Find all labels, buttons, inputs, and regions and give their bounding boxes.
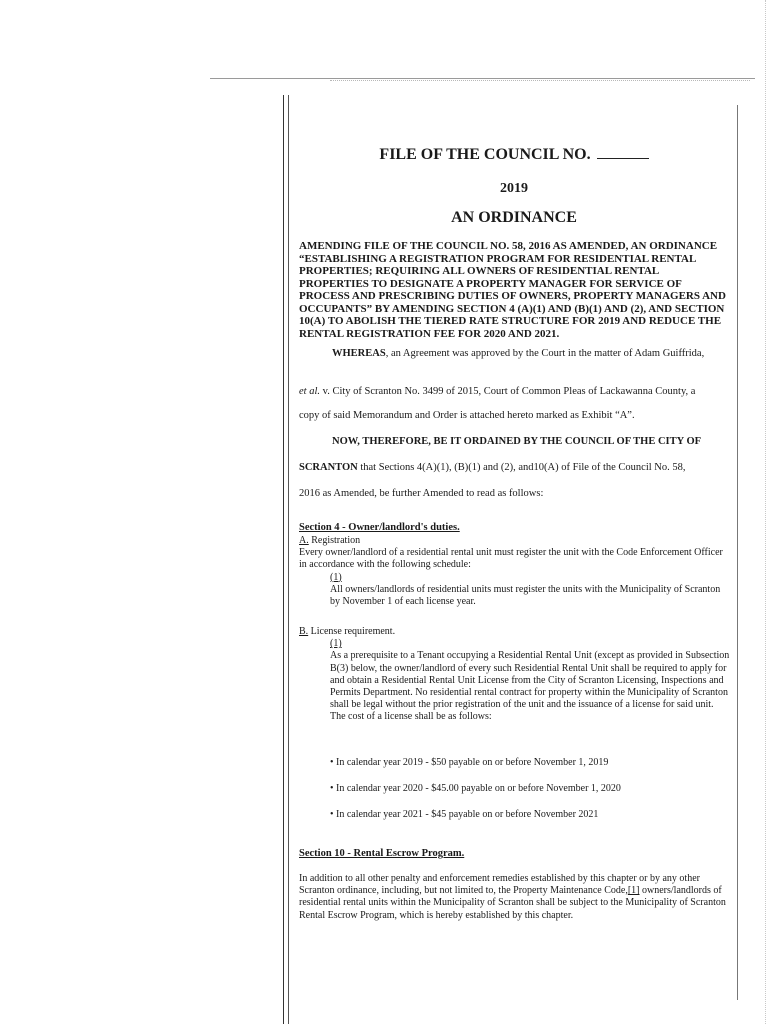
section-4-a <box>299 535 731 608</box>
section-10-body: In addition to all other penalty and enforcement remedies established by this chapter or by any other Scranton ordinance, including, but not limited to, the Property Maintenance Code, <box>299 873 700 897</box>
margin-rule-right <box>737 105 738 1000</box>
a-label: A. <box>299 535 309 546</box>
file-number-blank <box>597 146 649 159</box>
file-title <box>299 146 729 164</box>
ordinance-caption: AMENDING FILE OF THE COUNCIL NO. 58, 2016 AS AMENDED, AN ORDINANCE “ESTABLISHING A REGISTRATION PROGRAM FOR RESIDENTIAL RENTAL PROPERTIES; REQUIRING ALL OWNERS OF RESIDENTIAL RENTAL PROPERTIES TO DESIGNATE A PROPERTY MANAGER FOR SERVICE OF PROCESS AND PRESCRIBING DUTIES OF OWNERS, PROPERTY MANAGERS AND OCCUPANTS” BY AMENDING SECTION 4 (A)(1) AND (B)(1) AND (2), AND SECTION 10(A) TO ABOLISH THE TIERED RATE STRUCTURE FOR 2019 AND REDUCE THE RENTAL REGISTRATION FEE FOR 2020 AND 2021. <box>299 240 726 340</box>
b-title: License requirement. <box>308 626 396 637</box>
fee-2021: • In calendar year 2021 - $45 payable on or before November 2021 <box>330 809 599 820</box>
scranton-bold: SCRANTON <box>299 462 358 473</box>
section-10-heading: Section 10 - Rental Escrow Program. <box>299 848 465 859</box>
section-10-body-2: owners/landlords of residential rental units within the Municipality of Scranton shall be subject to the Municipality of Scranton Rental Escrow Program, which is hereby established by this chapter. <box>299 885 726 921</box>
a1-label: (1) <box>330 571 342 583</box>
section-4-heading: Section 4 - Owner/landlord's duties. <box>299 522 460 533</box>
year: 2019 <box>500 181 528 196</box>
whereas-paragraph <box>299 341 731 367</box>
margin-rule-left-inner <box>288 95 289 1024</box>
margin-rule-left <box>283 95 284 1024</box>
b-label: B. <box>299 626 309 637</box>
now-therefore-lead <box>299 429 731 455</box>
scan-edge-line <box>330 80 750 81</box>
ordinance-heading: AN ORDINANCE <box>451 209 577 226</box>
whereas-text: , an Agreement was approved by the Court in the matter of Adam Guiffrida, <box>385 348 705 359</box>
whereas-lead: WHEREAS <box>332 348 386 359</box>
section-4-b <box>299 626 731 724</box>
section-10-text <box>299 873 731 922</box>
now-therefore-lead-text: NOW, THEREFORE, BE IT ORDAINED BY THE COUNCIL OF THE CITY OF <box>332 436 702 447</box>
now-therefore-line-3: 2016 as Amended, be further Amended to read as follows: <box>299 488 544 499</box>
scan-edge-line <box>210 78 755 79</box>
whereas-text-2: v. City of Scranton No. 3499 of 2015, Court of Common Pleas of Lackawanna County, a <box>320 386 696 397</box>
b1-label: (1) <box>330 638 342 650</box>
whereas-line-2 <box>299 379 731 405</box>
fee-2020: • In calendar year 2020 - $45.00 payable on or before November 1, 2020 <box>330 783 621 794</box>
whereas-line-3: copy of said Memorandum and Order is attached hereto marked as Exhibit “A”. <box>299 410 635 421</box>
section-4-a-text: Every owner/landlord of a residential rental unit must register the unit with the Code Enforcement Officer in accordance with the following schedule: <box>299 547 723 571</box>
section-4-a-title <box>299 535 731 547</box>
fee-2019: • In calendar year 2019 - $50 payable on or before November 1, 2019 <box>330 757 609 768</box>
b1-text: As a prerequisite to a Tenant occupying a Residential Rental Unit (except as provided in Subsection B(3) below, the owner/landlord of every such Residential Rental Unit shall be required to apply for and obtain a Residential Rental Unit License from the City of Scranton Licensing, Inspections and Permits Department. No residential rental contract for property within the Municipality of Scranton shall be legal without the prior registration of the unit and the issuance of a license for said unit. The cost of a license shall be as follows: <box>330 650 730 723</box>
section-4-b-title <box>299 626 731 638</box>
a-title: Registration <box>308 535 361 546</box>
a1-text: All owners/landlords of residential units must register the units with the Municipality of Scranton by November 1 of each license year. <box>330 583 721 608</box>
footnote-link[interactable]: [1] <box>627 885 640 897</box>
now-therefore-line-2 <box>299 455 731 481</box>
page-edge <box>765 0 766 1024</box>
et-al: et al. <box>299 386 320 397</box>
file-title-text: FILE OF THE COUNCIL NO. <box>379 146 591 163</box>
now-therefore-text: that Sections 4(A)(1), (B)(1) and (2), and10(A) of File of the Council No. 58, <box>357 462 686 473</box>
